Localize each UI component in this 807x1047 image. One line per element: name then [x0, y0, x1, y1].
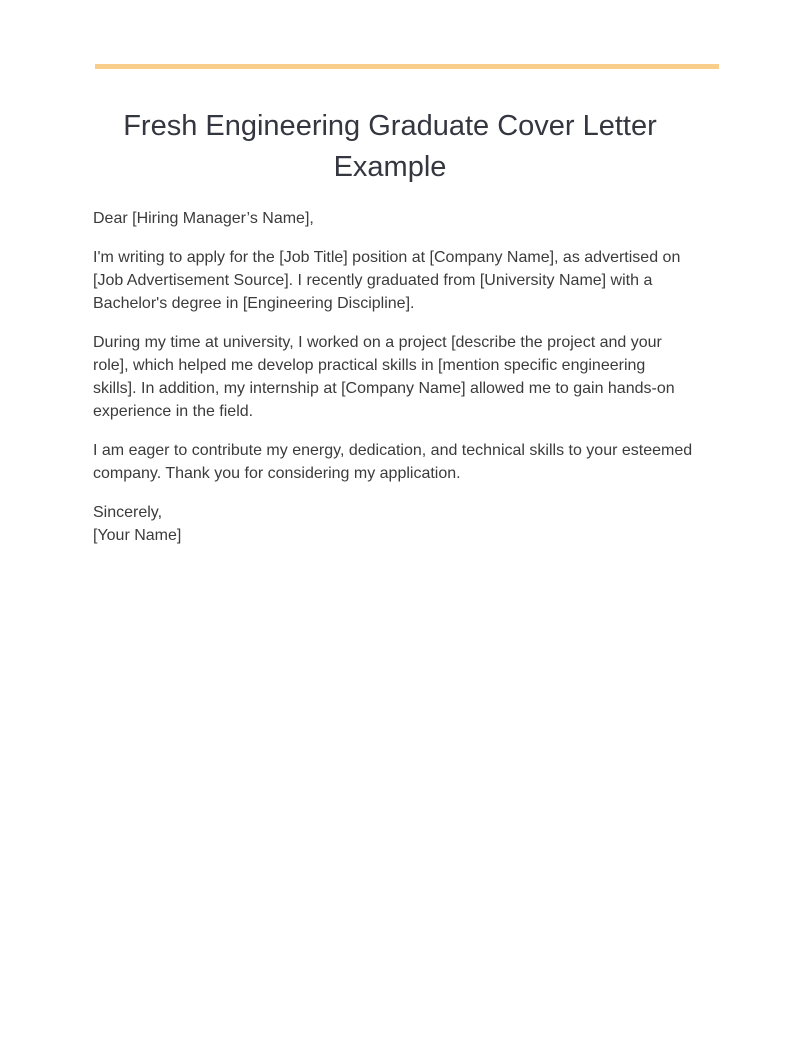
- salutation: Dear [Hiring Manager’s Name],: [93, 210, 314, 227]
- signature: [Your Name]: [93, 527, 182, 544]
- paragraph-closing-remarks: I am eager to contribute my energy, dedication, and technical skills to your esteemed company. Thank you for considering my application.: [93, 442, 693, 482]
- accent-bar: [95, 64, 719, 69]
- paragraph-experience: During my time at university, I worked on a project [describe the project and your role], which helped me develop practical skills in [mention specific engineering skills]. In addition, my internship at [Company Name] allowed me to gain hands-on experience in the field.: [93, 334, 675, 420]
- paragraph-intro: I'm writing to apply for the [Job Title] position at [Company Name], as advertised on [Job Advertisement Source]. I recently graduated from [University Name] with a Bachelor's degree in [Engineering Discipline].: [93, 249, 681, 312]
- letter-body: [93, 207, 693, 547]
- closing: Sincerely,: [93, 504, 163, 521]
- sign-off: [93, 501, 693, 547]
- document-title: Fresh Engineering Graduate Cover Letter Example: [123, 110, 657, 183]
